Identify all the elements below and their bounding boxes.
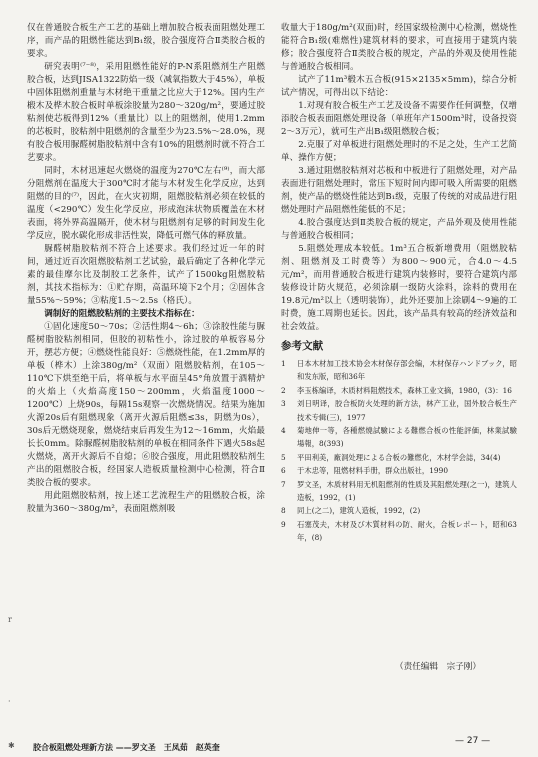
right-paragraph: 收量大于180g/m²(双面)时，经国家级检测中心检测，燃烧性能符合B₁级(难燃性)建筑材料的要求，可直接用于建筑内装修；胶合强度符合Ⅱ类胶合板的规定，产品的外观及使用性能与普通胶合板相同。 xyxy=(281,23,517,72)
reference-number: 8 xyxy=(281,506,286,516)
reference-number: 2 xyxy=(281,385,286,395)
references-heading: 参考文献 xyxy=(281,340,324,352)
right-paragraph: 1.对现有胶合板生产工艺及设备不需要作任何调整，仅增添胶合板表面阻燃处理设备（单班年产1500m³时，设备投资2～3万元），就可生产出B₁级阻燃胶合板； xyxy=(281,101,517,137)
running-footer: 胶合板阻燃处理新方法 ——罗文圣 王凤茹 赵英奎 xyxy=(33,743,220,752)
left-paragraph: 用此阻燃胶粘剂，按上述工艺流程生产的阻燃胶合板，涂胶量为360～380g/m²，表面阻燃剂吸 xyxy=(27,491,265,514)
margin-mark: ✱ xyxy=(8,741,15,750)
right-paragraph: 试产了11m³椴木五合板(915×2135×5mm)，综合分析试产情况，可得出以下结论： xyxy=(281,75,517,98)
reference-text: 菊地伸一等，各種燃燒試驗による難燃合板の性能評価，林業試驗場報，8(393) xyxy=(297,426,517,449)
right-paragraph: 3.通过阻燃胶粘剂对芯板和中板进行了阻燃处理，对产品表面进行阻燃处理时，常压下短时间内即可吸入所需要的阻燃剂，使产品的燃烧性能达到B₁级，克服了传统的对成品进行阻燃处理时产品阻燃性能低的不足； xyxy=(281,166,517,215)
reference-number: 7 xyxy=(281,479,286,489)
reference-number: 9 xyxy=(281,519,286,529)
left-paragraph: 脲醛树脂胶粘剂不符合上述要求。我们经过近一年的时间，通过近百次阻燃胶粘剂工艺试验，最后确定了各种化学元素的最佳摩尔比及制胶工艺条件，试产了1500kg阻燃胶粘剂，其技术指标为：①贮存期，高温环境下2个月；②固体含量55%～59%；③粘度1.5～2.5s（格氏）。 xyxy=(27,244,265,306)
reference-text: 平田利美，廠洞处理による合板の難燃化，木材学会誌，34(4) xyxy=(297,452,501,462)
left-paragraph: ①固化速度50～70s；②活性期4～6h；③涂胶性能与脲醛树脂胶粘剂相同，但胶的初粘性小，涂过胶的单板容易分开，摆芯方便；④燃烧性能良好：⑤燃烧性能，在1.2mm厚的单板（桦木）上涂380g/m²（双面）阻燃胶粘剂，在105～110℃下烘至绝干后，将单板与水平面呈45°角放置于酒精炉的火焰上（火焰高度150～200mm，火焰温度1000～1200℃）上烧90s，每隔15s观察一次燃烧情况。结果为施加火源20s后有阻燃现象（离开火源后阻燃≤3s，阴燃为0s），30s后无燃烧现象，燃烧结束后再发生为12～16mm，火焰最长长0mm。除脲醛树脂胶粘剂的单板在相同条件下遇火58s起火燃烧，离开火源后不自熄；⑥胶合强度，用此阻燃胶粘剂生产出的阻燃胶合板，经国家人造板质量检测中心检测，符合Ⅱ类胶合板的要求。 xyxy=(27,322,265,488)
left-paragraph: 同时，木材迅速起火燃烧的温度为270℃左右⁽⁹⁾，而大部分阻燃剂在温度大于300℃时才能与木材发生化学反应，达到阻燃的目的⁽⁷⁾，因此，在火灾初期，阻燃胶粘剂必须在较低的温度（<290℃）发生化学反应，形成泡沫状物质覆盖在木材表面，将外界高温隔开，使木材与阻燃剂有足够的时间发生化学反应，脱水碳化形成非活性炭，降低可燃气体的释放量。 xyxy=(27,166,265,241)
right-body-text xyxy=(281,22,517,334)
reference-text: 石塞茂夫，木材及び木質材料の防、耐火，合板レポート，昭和63年，(8) xyxy=(297,519,517,543)
left-column xyxy=(27,22,265,516)
reference-text: 日本木材加工技术协会木材保存部会编，木材保存ハンドブック，昭和发东版，昭和36年 xyxy=(297,359,517,382)
reference-item xyxy=(281,384,517,397)
margin-mark: · xyxy=(8,697,11,706)
left-paragraph: 仅在普通胶合板生产工艺的基础上增加胶合板表面阻燃处理工序，而产品的阻燃性能达到B₁级，胶合强度符合Ⅱ类胶合板的要求。 xyxy=(27,23,265,59)
right-paragraph: 5.阻燃处理成本较低。1m³五合板新增费用（阻燃胶粘剂、阻燃剂及工时费等）为800～900元，合4.0～4.5元/m²，而用普通胶合板进行建筑内装修时，要符合建筑内部装修设计防火规范，必须涂刷一级防火涂料，涂料的费用在19.8元/m²以上（透明装饰），此外还要加上涂刷4～9遍的工时费，施工周期也延长。因此，该产品具有较高的经济效益和社会效益。 xyxy=(281,244,517,332)
left-paragraph: 研究表明⁽⁷⁻⁸⁾，采用阻燃性能好的P-N系阻燃剂生产阻燃胶合板，达到JISA1322防焰一级（减氧指数大于45%），单板中固体阻燃剂重量与木材绝干重量之比应大于12%。国内生产椴木及桦木胶合板时单板涂胶量为280～320g/m²，要通过胶粘剂使芯板得到12%（重量比）以上的阻燃剂，使用1.2mm的芯板时，胶粘剂中阻燃剂的含量至少为23.5%～28.0%，现有胶合板用脲醛树脂胶粘剂中含有10%的阻燃剂时就不符合工艺要求。 xyxy=(27,62,265,163)
page-number: — 27 — xyxy=(455,736,491,746)
right-paragraph: 2.克服了对单板进行阻燃处理时的不足之处，生产工艺简单、操作方便； xyxy=(281,140,517,163)
reference-item xyxy=(281,451,517,464)
reference-number: 1 xyxy=(281,359,286,368)
references-list xyxy=(281,357,517,545)
reference-text: 于木忠等，阻燃材料手册，群众出版社，1990 xyxy=(297,466,449,476)
reference-item xyxy=(281,518,517,545)
reference-item xyxy=(281,464,517,477)
reference-item xyxy=(281,504,517,517)
reference-item xyxy=(281,397,517,424)
reference-text: 李玉栋编译，木质材料阻燃技术，森林工业文摘，1980，(3)：16 xyxy=(297,385,512,395)
right-column xyxy=(281,22,517,545)
margin-mark: r xyxy=(8,615,12,624)
reference-item xyxy=(281,478,517,505)
left-paragraph: 调制好的阻燃胶粘剂的主要技术指标在： xyxy=(44,309,200,319)
reference-text: 同上(之二)，建筑人造板，1992，(2) xyxy=(297,506,421,516)
responsible-editor: （责任编辑 宗子刚） xyxy=(395,662,481,672)
reference-text: 刘日明译，胶合板防火处理的新方法，林产工业，国外胶合板生产技术专辑(三)，1977 xyxy=(297,399,517,422)
reference-number: 6 xyxy=(281,466,286,476)
reference-number: 4 xyxy=(281,426,286,436)
reference-number: 3 xyxy=(281,399,286,409)
reference-number: 5 xyxy=(281,452,286,462)
reference-text: 罗文圣，木质材料用无机阻燃剂的性质及其阻燃处理(之一)，建筑人造板，1992，(1) xyxy=(297,479,517,503)
reference-item xyxy=(281,424,517,451)
reference-item xyxy=(281,357,517,384)
right-paragraph: 4.胶合强度达到Ⅱ类胶合板的规定，产品外观及使用性能与普通胶合板相同； xyxy=(281,218,517,241)
